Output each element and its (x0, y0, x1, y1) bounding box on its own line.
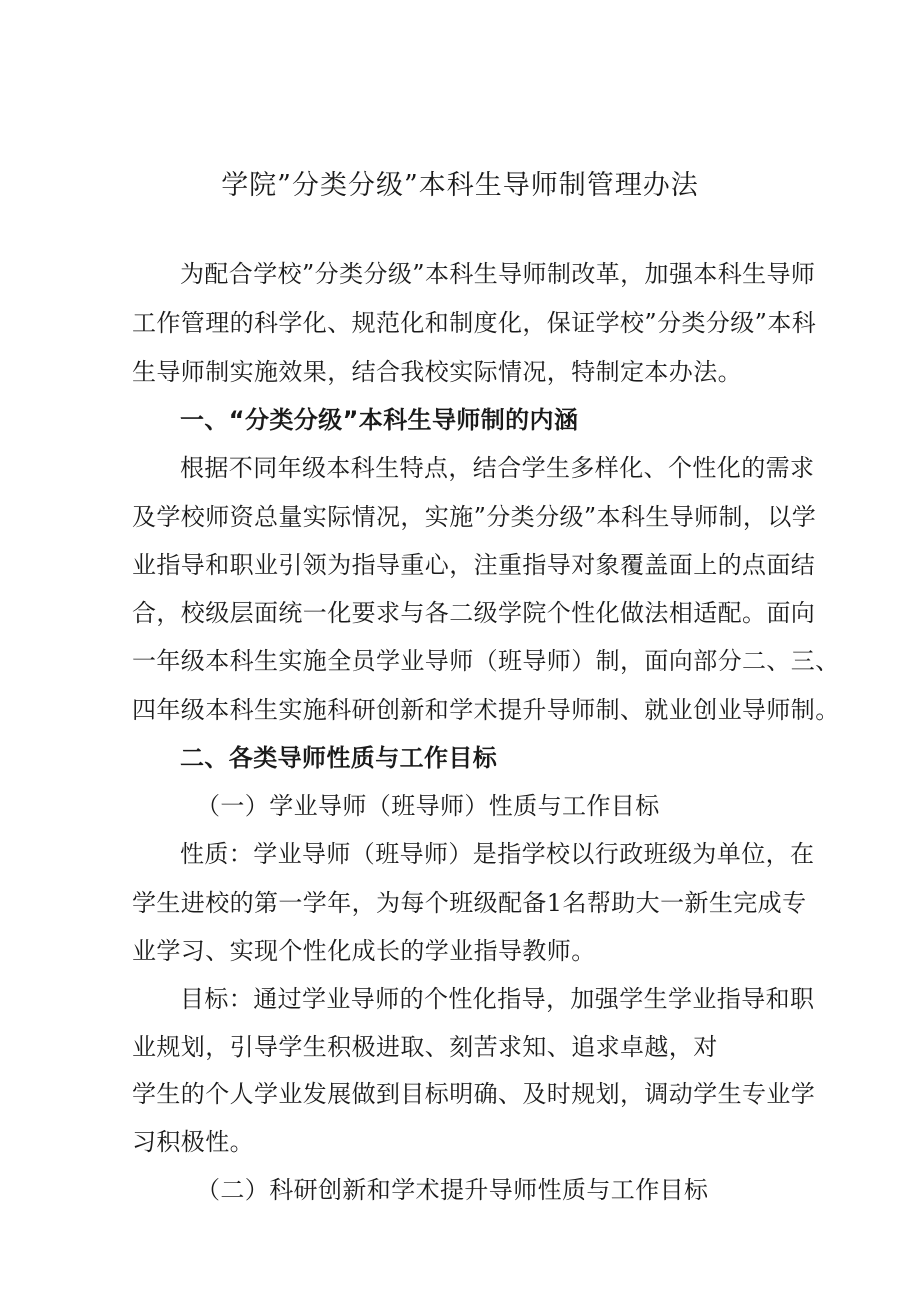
paragraph-line: 目标：通过学业导师的个性化指导，加强学生学业指导和职 (180, 985, 815, 1013)
paragraph-line: 根据不同年级本科生特点，结合学生多样化、个性化的需求 (180, 454, 815, 482)
paragraph-line: 生导师制实施效果，结合我校实际情况，特制定本办法。 (132, 358, 742, 386)
paragraph-line: 业指导和职业引领为指导重心，注重指导对象覆盖面上的点面结 (132, 551, 816, 579)
paragraph-line: 性质：学业导师（班导师）是指学校以行政班级为单位，在 (180, 840, 815, 868)
paragraph-line: 为配合学校”分类分级”本科生导师制改革，加强本科生导师 (180, 260, 816, 288)
section-heading: 一、“分类分级”本科生导师制的内涵 (180, 406, 579, 434)
subsection-heading: （一）学业导师（班导师）性质与工作目标 (196, 792, 660, 820)
subsection-heading: （二）科研创新和学术提升导师性质与工作目标 (196, 1176, 709, 1204)
paragraph-line: 一年级本科生实施全员学业导师（班导师）制，面向部分二、三、 (132, 647, 840, 675)
paragraph-line: 业学习、实现个性化成长的学业指导教师。 (132, 937, 596, 965)
paragraph-line: 习积极性。 (132, 1128, 254, 1156)
paragraph-line: 工作管理的科学化、规范化和制度化，保证学校”分类分级”本科 (132, 309, 817, 337)
document-title: 学院”分类分级”本科生导师制管理办法 (221, 170, 699, 201)
paragraph-line: 及学校师资总量实际情况，实施”分类分级”本科生导师制，以学 (132, 503, 817, 531)
paragraph-line: 学生的个人学业发展做到目标明确、及时规划，调动学生专业学 (132, 1080, 816, 1108)
paragraph-line: 四年级本科生实施科研创新和学术提升导师制、就业创业导师制。 (132, 696, 840, 724)
paragraph-line: 学生进校的第一学年，为每个班级配备1名帮助大一新生完成专 (132, 889, 807, 917)
paragraph-line: 合，校级层面统一化要求与各二级学院个性化做法相适配。面向 (132, 599, 816, 627)
section-heading: 二、各类导师性质与工作目标 (180, 744, 498, 772)
paragraph-line: 业规划，引导学生积极进取、刻苦求知、追求卓越，对 (132, 1033, 718, 1061)
